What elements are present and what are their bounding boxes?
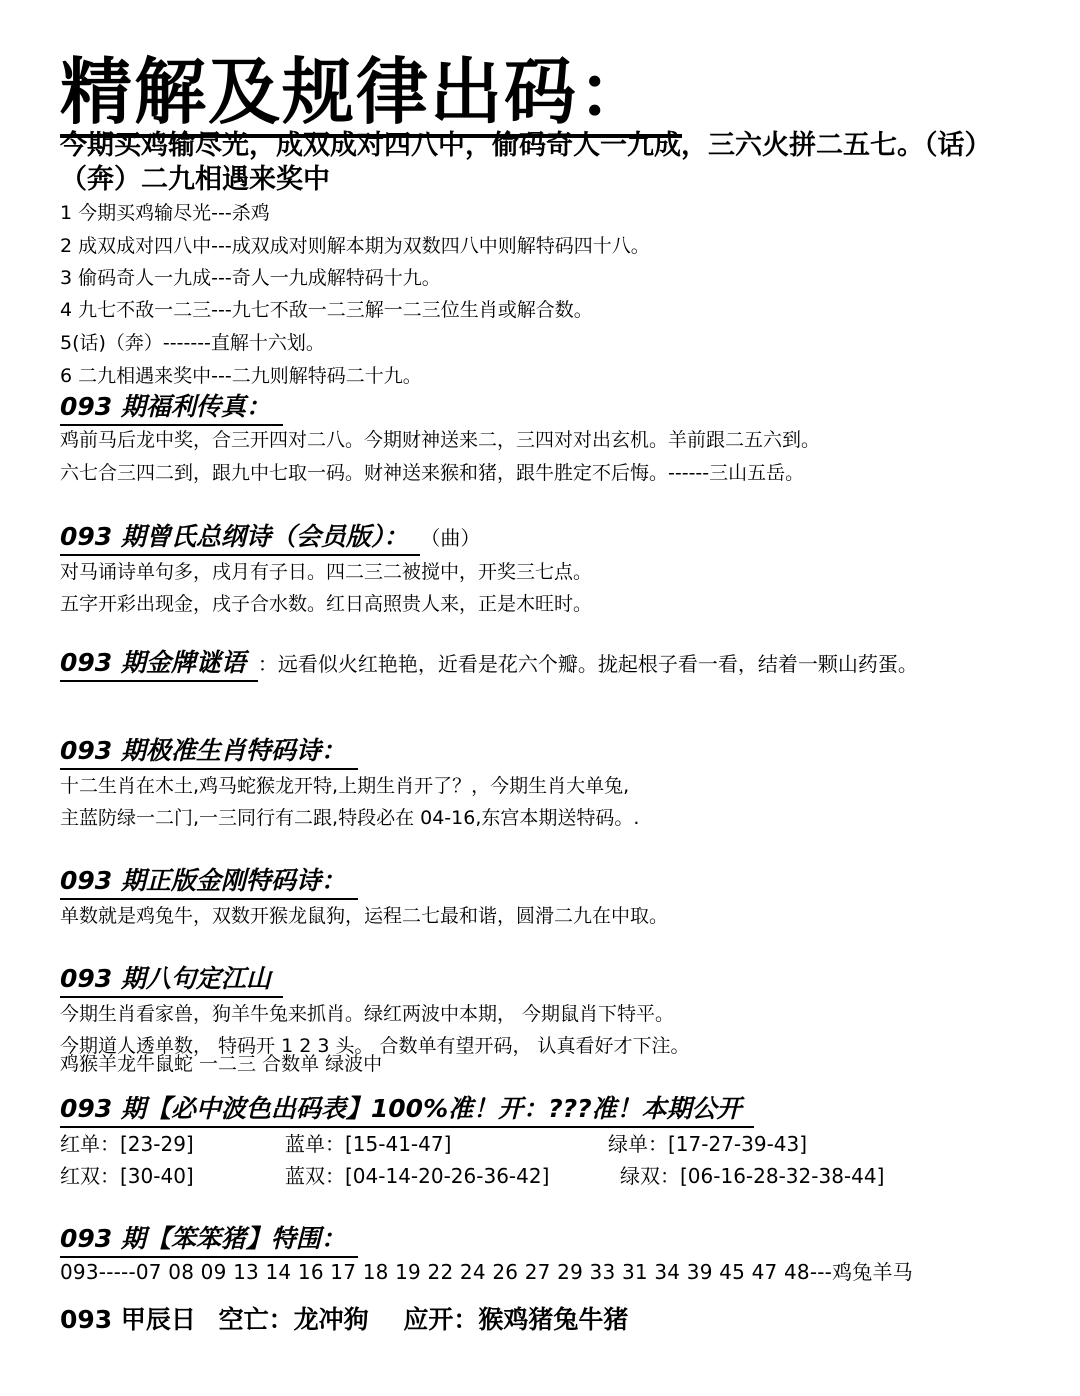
zeng-line: 五字开彩出现金，戌子合水数。红日高照贵人来，正是木旺时。	[60, 593, 593, 615]
jingang-heading: 093 期正版金刚特码诗：	[60, 864, 358, 900]
jizhun-heading: 093 期极准生肖特码诗：	[60, 734, 358, 770]
bajv-cut-line: 鸡猴羊龙牛鼠蛇 一二三 合数单 绿波中	[60, 1053, 383, 1075]
bose-heading: 093 期【必中波色出码表】100%准！开：???准！本期公开	[60, 1092, 754, 1128]
benben-heading: 093 期【笨笨猪】特围：	[60, 1222, 358, 1258]
zeng-heading-row	[60, 520, 480, 556]
footer-day: 093 甲辰日	[60, 1305, 196, 1334]
bajv-heading: 093 期八句定江山	[60, 962, 283, 998]
zeng-heading: 093 期曾氏总纲诗（会员版）：	[60, 520, 420, 556]
bose-cell: 绿双：[06-16-28-32-38-44]	[620, 1164, 885, 1188]
bose-cell: 绿单：[17-27-39-43]	[608, 1132, 808, 1156]
jinpai-row	[60, 646, 918, 682]
zeng-line: 对马诵诗单句多，戌月有子日。四二三二被搅中，开奖三七点。	[60, 561, 593, 583]
fuli-heading: 093 期福利传真：	[60, 390, 283, 426]
jinpai-colon: ：	[257, 652, 278, 676]
bajv-line: 今期道人透单数， 特码开 1 2 3 头。 合数单有望开码， 认真看好才下注。	[60, 1035, 690, 1057]
explanation-item: 1 今期买鸡输尽光---杀鸡	[60, 202, 270, 224]
explanation-item: 6 二九相遇来奖中---二九则解特码二十九。	[60, 365, 422, 387]
footer-row	[60, 1303, 628, 1337]
fuli-line: 六七合三四二到，跟九中七取一码。财神送来猴和猪，跟牛胜定不后悔。------三山五岳。	[60, 462, 805, 484]
page-title: 精解及规律出码：	[60, 50, 682, 138]
bose-cell: 红双：[30-40]	[60, 1164, 194, 1188]
explanation-item: 5(话)（奔）-------直解十六划。	[60, 332, 325, 354]
footer-yingkai: 应开：猴鸡猪兔牛猪	[403, 1305, 629, 1334]
jinpai-heading: 093 期金牌谜语	[60, 646, 258, 682]
footer-kongwang: 空亡：龙冲狗	[218, 1305, 369, 1334]
explanation-item: 3 偷码奇人一九成---奇人一九成解特码十九。	[60, 267, 441, 289]
fuli-line: 鸡前马后龙中奖，合三开四对二八。今期财神送来二，三四对对出玄机。羊前跟二五六到。	[60, 429, 821, 451]
jinpai-riddle: 远看似火红艳艳，近看是花六个瓣。拢起根子看一看，结着一颗山药蛋。	[277, 652, 918, 676]
benben-numbers: 093-----07 08 09 13 14 16 17 18 19 22 24 26 27 29 33 31 34 39 45 47 48---鸡兔羊马	[60, 1260, 913, 1284]
zeng-note: （曲）	[420, 526, 481, 550]
jingang-line: 单数就是鸡兔牛，双数开猴龙鼠狗，运程二七最和谐，圆滑二九在中取。	[60, 905, 669, 927]
intro-line-1: 今期买鸡输尽光，成双成对四八中，偷码奇人一九成，三六火拼二五七。（话）	[60, 130, 992, 161]
jizhun-line: 十二生肖在木土,鸡马蛇猴龙开特,上期生肖开了？，今期生肖大单兔,	[60, 775, 630, 797]
jizhun-line: 主蓝防绿一二门,一三同行有二跟,特段必在 04-16,东宫本期送特码。.	[60, 807, 640, 829]
intro-line-2: （奔）二九相遇来奖中	[60, 164, 330, 195]
explanation-item: 4 九七不敌一二三---九七不敌一二三解一二三位生肖或解合数。	[60, 299, 593, 321]
explanation-item: 2 成双成对四八中---成双成对则解本期为双数四八中则解特码四十八。	[60, 235, 650, 257]
bose-cell: 蓝单：[15-41-47]	[285, 1132, 452, 1156]
bajv-line: 今期生肖看家兽，狗羊牛兔来抓肖。绿红两波中本期， 今期鼠肖下特平。	[60, 1003, 675, 1025]
bose-cell: 蓝双：[04-14-20-26-36-42]	[285, 1164, 550, 1188]
bose-cell: 红单：[23-29]	[60, 1132, 194, 1156]
